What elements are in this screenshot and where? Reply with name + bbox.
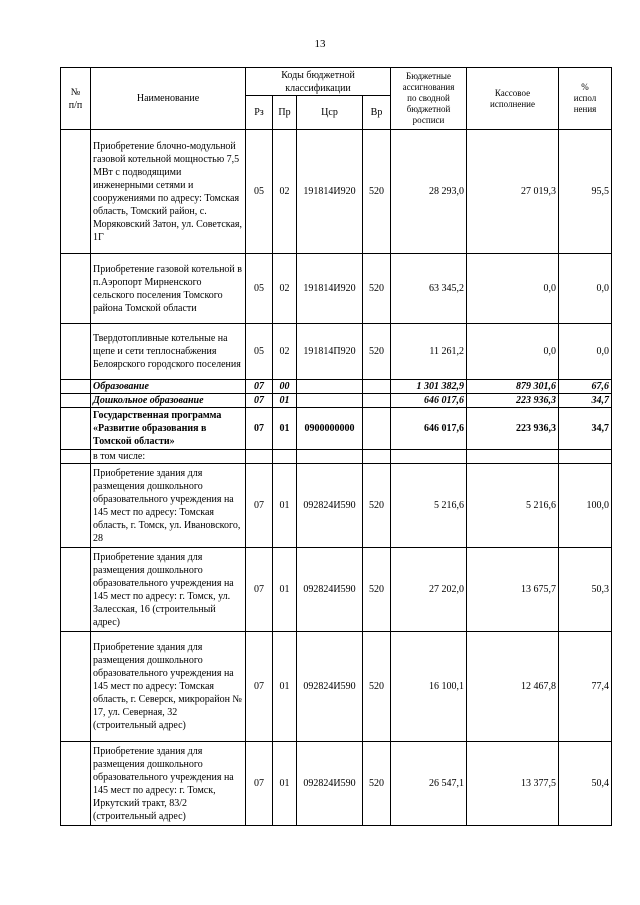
- cell-budget: 1 301 382,9: [391, 380, 467, 394]
- cell-num: [61, 742, 91, 826]
- cell-pct: 50,4: [559, 742, 612, 826]
- header-vr: Вр: [363, 96, 391, 130]
- table-row: [61, 254, 612, 324]
- table-row: [61, 742, 612, 826]
- budget-table: [60, 67, 612, 826]
- header-name: Наименование: [91, 68, 246, 130]
- cell-rz: 05: [246, 254, 273, 324]
- cell-pct: 100,0: [559, 464, 612, 548]
- cell-rz: 07: [246, 394, 273, 408]
- cell-pr: 00: [273, 380, 297, 394]
- cell-budget: 28 293,0: [391, 130, 467, 254]
- header-cash-line: Кассовое: [494, 87, 531, 98]
- cell-csr: 191814И920: [297, 254, 363, 324]
- table-row: [61, 632, 612, 742]
- cell-rz: 07: [246, 408, 273, 450]
- cell-pr: 01: [273, 632, 297, 742]
- header-csr: Цср: [297, 96, 363, 130]
- cell-budget: 5 216,6: [391, 464, 467, 548]
- header-pct-line: испол: [573, 93, 597, 103]
- cell-csr: 191814П920: [297, 324, 363, 380]
- cell-budget: 63 345,2: [391, 254, 467, 324]
- cell-cash: 223 936,3: [467, 394, 559, 408]
- cell-pct: 34,7: [559, 408, 612, 450]
- cell-budget: 646 017,6: [391, 394, 467, 408]
- cell-cash: 0,0: [467, 254, 559, 324]
- cell-pr: 01: [273, 408, 297, 450]
- cell-cash: 223 936,3: [467, 408, 559, 450]
- cell-pr: 02: [273, 324, 297, 380]
- cell-pr: [273, 450, 297, 464]
- cell-vr: 520: [363, 130, 391, 254]
- cell-rz: 07: [246, 380, 273, 394]
- header-budget: [391, 68, 467, 130]
- cell-pct: [559, 450, 612, 464]
- cell-rz: 07: [246, 742, 273, 826]
- cell-pr: 02: [273, 130, 297, 254]
- cell-rz: 07: [246, 464, 273, 548]
- cell-csr: 092824И590: [297, 548, 363, 632]
- cell-csr: [297, 394, 363, 408]
- cell-name: Образование: [91, 380, 246, 394]
- cell-pct: 0,0: [559, 324, 612, 380]
- cell-csr: 191814И920: [297, 130, 363, 254]
- cell-pr: 01: [273, 394, 297, 408]
- cell-vr: 520: [363, 632, 391, 742]
- cell-budget: 27 202,0: [391, 548, 467, 632]
- cell-name: Дошкольное образование: [91, 394, 246, 408]
- cell-name: Приобретение здания для размещения дошкольного образовательного учреждения на 145 мест по адресу: г. Томск, Иркутский тракт, 83/2 (строительный адрес): [91, 742, 246, 826]
- cell-cash: 0,0: [467, 324, 559, 380]
- cell-rz: 07: [246, 632, 273, 742]
- cell-vr: 520: [363, 464, 391, 548]
- header-budget-line: ассигнования: [402, 82, 455, 92]
- cell-cash: [467, 450, 559, 464]
- cell-vr: 520: [363, 742, 391, 826]
- cell-budget: 26 547,1: [391, 742, 467, 826]
- cell-num: [61, 408, 91, 450]
- cell-num: [61, 324, 91, 380]
- cell-vr: [363, 450, 391, 464]
- cell-pct: 67,6: [559, 380, 612, 394]
- table-row: [61, 324, 612, 380]
- cell-num: [61, 394, 91, 408]
- page-number: 13: [314, 38, 326, 50]
- cell-vr: 520: [363, 548, 391, 632]
- cell-cash: 879 301,6: [467, 380, 559, 394]
- header-pct-line: нения: [573, 104, 597, 114]
- header-num: [61, 68, 91, 130]
- header-num-line-2: п/п: [68, 99, 83, 111]
- header-codes: [246, 68, 391, 96]
- table-row: [61, 464, 612, 548]
- cell-cash: 12 467,8: [467, 632, 559, 742]
- cell-cash: 13 377,5: [467, 742, 559, 826]
- cell-csr: 092824И590: [297, 632, 363, 742]
- cell-name: Приобретение здания для размещения дошкольного образовательного учреждения на 145 мест по адресу: Томская область, г. Северск, микрорайон № 17, ул. Северная, 32 (строительный адрес): [91, 632, 246, 742]
- cell-cash: 13 675,7: [467, 548, 559, 632]
- cell-csr: [297, 380, 363, 394]
- cell-pr: 01: [273, 464, 297, 548]
- cell-budget: 11 261,2: [391, 324, 467, 380]
- cell-vr: 520: [363, 324, 391, 380]
- cell-rz: 07: [246, 548, 273, 632]
- section-row: [61, 380, 612, 394]
- header-codes-line-1: Коды бюджетной: [281, 69, 355, 81]
- header-num-line-1: №: [70, 86, 81, 98]
- cell-csr: [297, 450, 363, 464]
- cell-cash: 27 019,3: [467, 130, 559, 254]
- cell-budget: [391, 450, 467, 464]
- cell-num: [61, 380, 91, 394]
- cell-budget: 16 100,1: [391, 632, 467, 742]
- header-budget-line: росписи: [412, 115, 445, 125]
- cell-name: Приобретение газовой котельной в п.Аэропорт Мирненского сельского поселения Томского района Томской области: [91, 254, 246, 324]
- cell-vr: [363, 394, 391, 408]
- program-row: [61, 408, 612, 450]
- cell-budget: 646 017,6: [391, 408, 467, 450]
- cell-num: [61, 548, 91, 632]
- header-rz: Рз: [246, 96, 273, 130]
- cell-rz: 05: [246, 324, 273, 380]
- table-row: [61, 130, 612, 254]
- cell-pct: 50,3: [559, 548, 612, 632]
- cell-name: в том числе:: [91, 450, 246, 464]
- cell-name: Приобретение здания для размещения дошкольного образовательного учреждения на 145 мест по адресу: г. Томск, ул. Залесская, 16 (строительный адрес): [91, 548, 246, 632]
- subsection-row: [61, 394, 612, 408]
- cell-pr: 01: [273, 742, 297, 826]
- cell-rz: 05: [246, 130, 273, 254]
- cell-pct: 95,5: [559, 130, 612, 254]
- cell-pct: 34,7: [559, 394, 612, 408]
- cell-pr: 02: [273, 254, 297, 324]
- cell-pct: 77,4: [559, 632, 612, 742]
- header-codes-line-2: классификации: [285, 82, 351, 94]
- cell-num: [61, 254, 91, 324]
- cell-name: Твердотопливные котельные на щепе и сети теплоснабжения Белоярского городского поселения: [91, 324, 246, 380]
- header-pr: Пр: [273, 96, 297, 130]
- cell-rz: [246, 450, 273, 464]
- cell-num: [61, 632, 91, 742]
- cell-name: Государственная программа «Развитие образования в Томской области»: [91, 408, 246, 450]
- table-row: [61, 548, 612, 632]
- cell-num: [61, 464, 91, 548]
- cell-cash: 5 216,6: [467, 464, 559, 548]
- header-pct-line: %: [581, 82, 589, 92]
- cell-num: [61, 450, 91, 464]
- cell-name: Приобретение блочно-модульной газовой котельной мощностью 7,5 МВт с подводящими инженерными сетями и сооружениями по адресу: Томская область, Томский район, с. Моряковский Затон, ул. Советская, 1Г: [91, 130, 246, 254]
- header-budget-line: Бюджетные: [406, 71, 451, 81]
- cell-csr: 092824И590: [297, 742, 363, 826]
- table-row: [61, 450, 612, 464]
- cell-vr: [363, 380, 391, 394]
- cell-pr: 01: [273, 548, 297, 632]
- cell-csr: 092824И590: [297, 464, 363, 548]
- cell-vr: 520: [363, 254, 391, 324]
- header-pct: [559, 68, 612, 130]
- cell-num: [61, 130, 91, 254]
- cell-csr: 0900000000: [297, 408, 363, 450]
- cell-pct: 0,0: [559, 254, 612, 324]
- cell-name: Приобретение здания для размещения дошкольного образовательного учреждения на 145 мест по адресу: Томская область, г. Томск, ул. Ивановского, 28: [91, 464, 246, 548]
- header-budget-line: по сводной: [407, 93, 450, 103]
- header-budget-line: бюджетной: [406, 104, 451, 114]
- header-cash-line: исполнение: [490, 98, 535, 109]
- header-cash: [467, 68, 559, 130]
- cell-vr: [363, 408, 391, 450]
